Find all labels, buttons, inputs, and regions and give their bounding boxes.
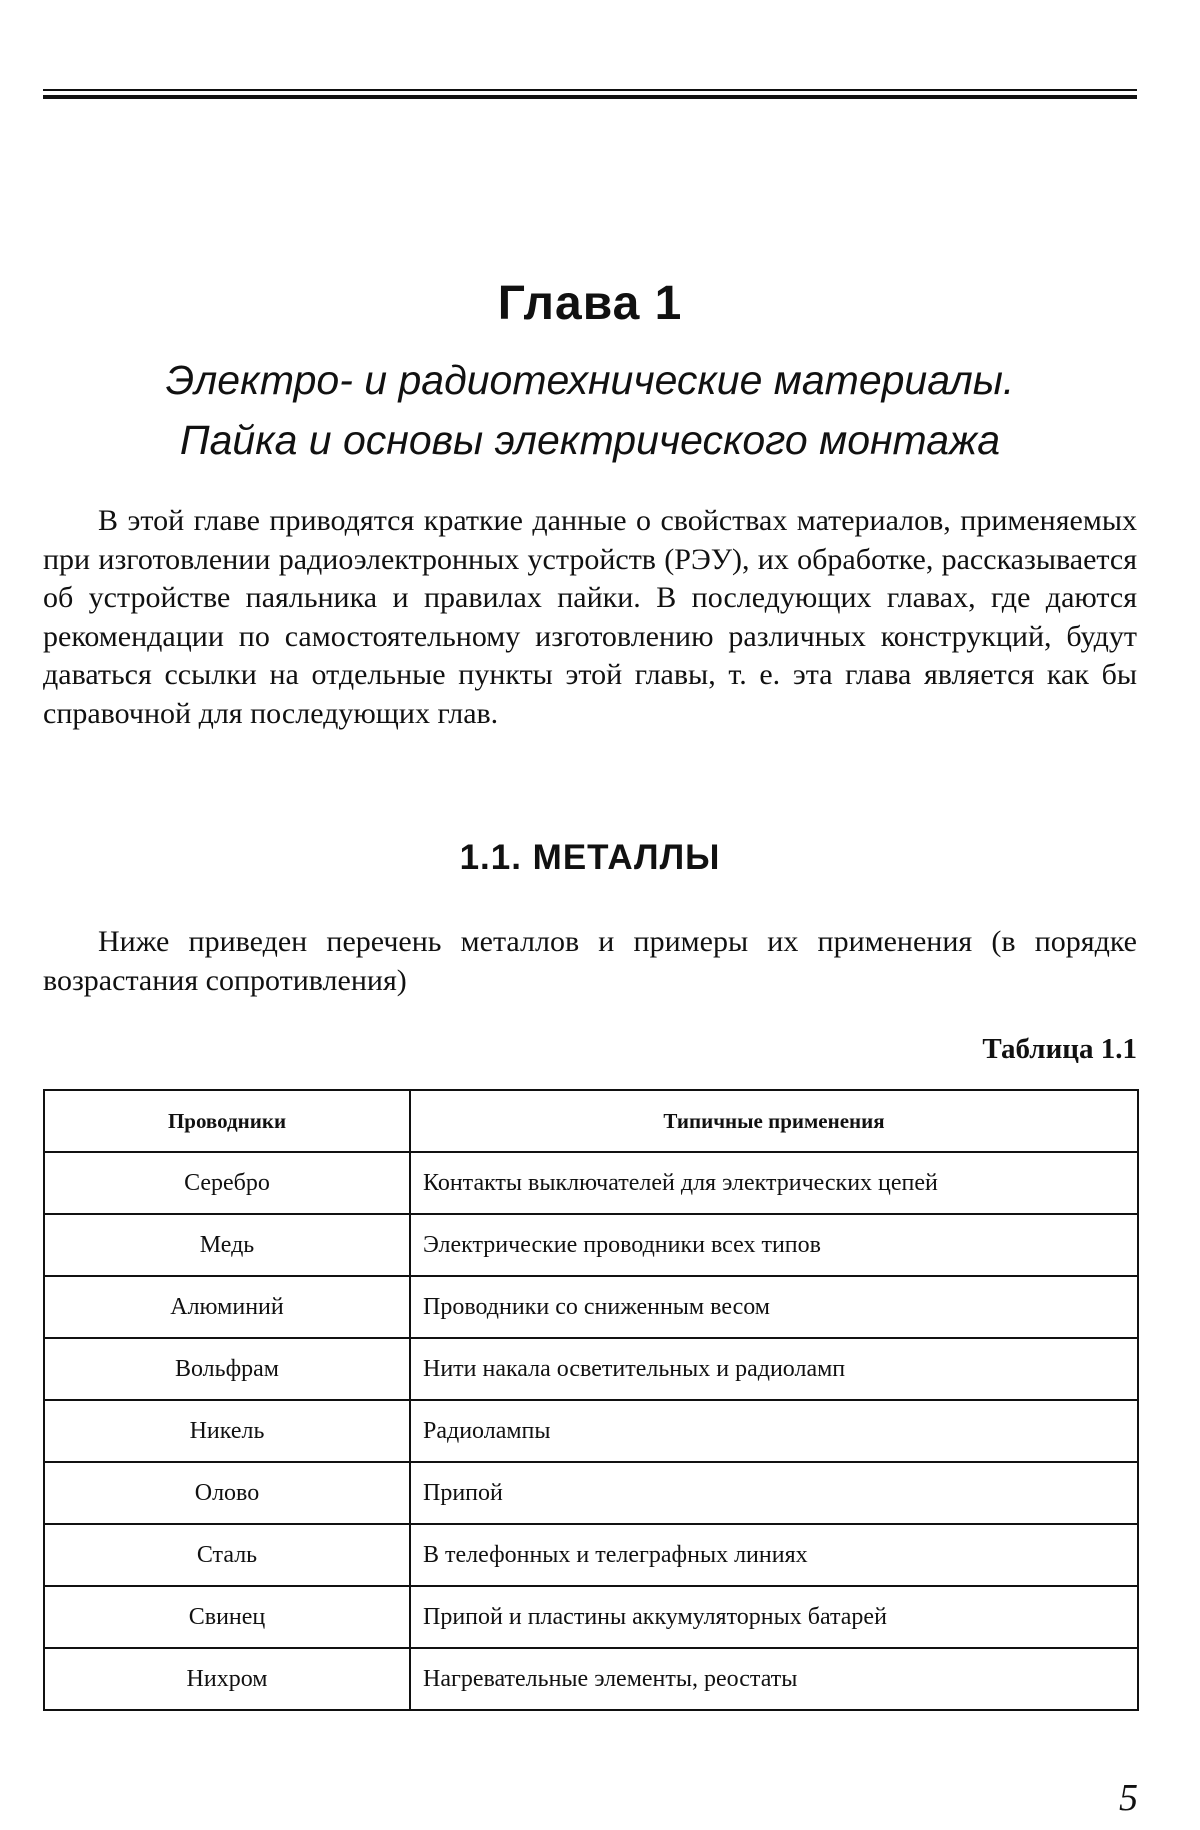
metal-cell: Серебро: [44, 1152, 410, 1214]
application-cell: Электрические проводники всех типов: [410, 1214, 1138, 1276]
chapter-title-line-1: Электро- и радиотехнические материалы.: [165, 357, 1015, 403]
chapter-title: [0, 350, 1180, 470]
chapter-number: Глава 1: [497, 277, 683, 330]
table-row: [44, 1152, 1138, 1214]
table-row: [44, 1276, 1138, 1338]
table-row: [44, 1462, 1138, 1524]
table-row: [44, 1400, 1138, 1462]
intro-paragraph-text: В этой главе приводятся краткие данные о свойствах материалов, применяемых при изготовлении радиоэлектронных устройств (РЭУ), их обработке, рассказывается об устройстве паяльника и правилах пайки. В последующих главах, где даются рекомендации по самостоятельному изготовлению различных конструкций, будут даваться ссылки на отдельные пункты этой главы, т. е. эта глава является как бы справочной для последующих глав.: [43, 504, 1137, 730]
application-cell: В телефонных и телеграфных линиях: [410, 1524, 1138, 1586]
section-intro-paragraph: [43, 923, 1137, 1000]
application-cell: Припой: [410, 1462, 1138, 1524]
column-header-applications: Типичные применения: [410, 1090, 1138, 1152]
metal-cell: Олово: [44, 1462, 410, 1524]
metal-cell: Медь: [44, 1214, 410, 1276]
table-caption: Таблица 1.1: [982, 1033, 1137, 1065]
application-cell: Контакты выключателей для электрических цепей: [410, 1152, 1138, 1214]
application-cell: Проводники со сниженным весом: [410, 1276, 1138, 1338]
column-header-conductors: Проводники: [44, 1090, 410, 1152]
header-rule-thick: [43, 95, 1137, 99]
metal-cell: Свинец: [44, 1586, 410, 1648]
application-cell: Радиолампы: [410, 1400, 1138, 1462]
application-cell: Нити накала осветительных и радиоламп: [410, 1338, 1138, 1400]
metal-cell: Нихром: [44, 1648, 410, 1710]
metal-cell: Никель: [44, 1400, 410, 1462]
metal-cell: Сталь: [44, 1524, 410, 1586]
metals-table: [43, 1089, 1139, 1711]
intro-paragraph: [43, 502, 1137, 733]
metal-cell: Вольфрам: [44, 1338, 410, 1400]
section-heading: 1.1. МЕТАЛЛЫ: [459, 838, 721, 877]
table-header-row: [44, 1090, 1138, 1152]
table-row: [44, 1214, 1138, 1276]
page-number: 5: [1119, 1777, 1138, 1819]
table-row: [44, 1586, 1138, 1648]
table-row: [44, 1648, 1138, 1710]
application-cell: Припой и пластины аккумуляторных батарей: [410, 1586, 1138, 1648]
metal-cell: Алюминий: [44, 1276, 410, 1338]
table-row: [44, 1338, 1138, 1400]
application-cell: Нагревательные элементы, реостаты: [410, 1648, 1138, 1710]
chapter-title-line-2: Пайка и основы электрического монтажа: [179, 417, 1001, 463]
section-intro-text: Ниже приведен перечень металлов и примеры их применения (в порядке возрастания сопротивления): [43, 925, 1137, 997]
header-rule-thin: [43, 89, 1137, 91]
table-row: [44, 1524, 1138, 1586]
